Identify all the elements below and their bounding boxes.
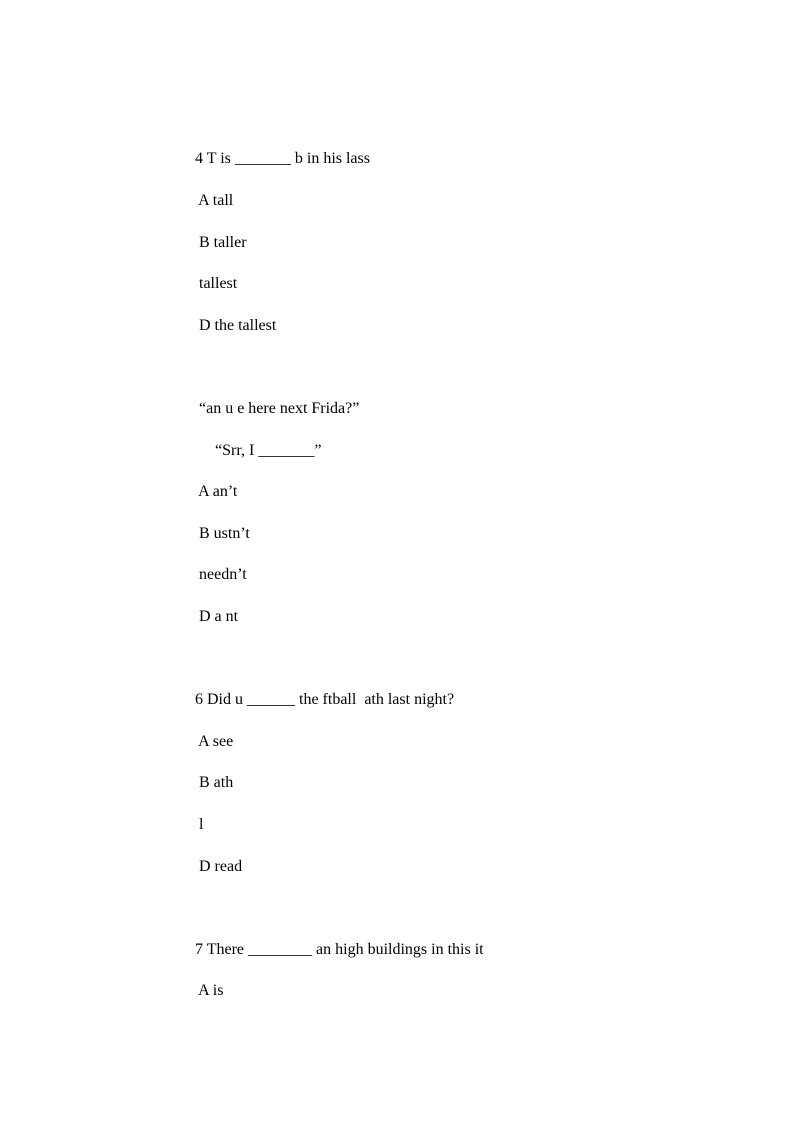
option-c: l bbox=[195, 816, 204, 833]
option-c: tallest bbox=[195, 275, 238, 292]
option-d: D the tallest bbox=[195, 317, 277, 334]
option-a: A is bbox=[195, 982, 224, 999]
option-a: A an’t bbox=[195, 483, 238, 500]
question-4: 4 T is _______ b in his lass bbox=[195, 150, 370, 167]
option-b: B ath bbox=[195, 774, 234, 791]
option-d: D a nt bbox=[195, 608, 239, 625]
option-a: A see bbox=[195, 733, 234, 750]
question-7: 7 There ________ an high buildings in this it bbox=[195, 941, 484, 958]
option-b: B taller bbox=[195, 234, 247, 251]
option-d: D read bbox=[195, 858, 243, 875]
option-a: A tall bbox=[195, 192, 234, 209]
question-6: 6 Did u ______ the ftball ath last night? bbox=[195, 691, 455, 708]
question-5-reply: “Srr, I _______” bbox=[195, 442, 322, 459]
question-5: “an u e here next Frida?” bbox=[195, 400, 360, 417]
option-c: needn’t bbox=[195, 566, 247, 583]
option-b: B ustn’t bbox=[195, 525, 250, 542]
